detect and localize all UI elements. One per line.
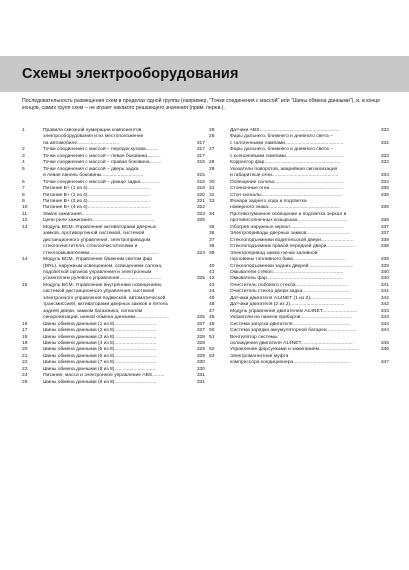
toc-entry-title: Точки соединения с массой – днище задка...............	[43, 179, 161, 185]
toc-entry-title: Управление форсунками и зажиганием.............................	[230, 347, 359, 353]
toc-entry-number: 21	[22, 353, 28, 359]
toc-entry-number: 12	[22, 218, 28, 224]
toc-entry-number: 33	[209, 198, 215, 204]
toc-entry-title: Корректор фар........................................................	[230, 160, 341, 166]
toc-entry-title: Фары дальнего, ближнего и дневного света – с ксеноновыми лампами...........................................	[230, 147, 345, 159]
toc-entry	[209, 212, 389, 225]
toc-entry-title: Фары дальнего, ближнего и дневного света – с галогенными лампами...........................................	[230, 134, 344, 146]
toc-entry-title: Питание, масса и электронное управление ABS.........	[43, 373, 165, 379]
toc-entry-page: 338	[380, 244, 389, 250]
toc-entry-page: 325	[196, 315, 205, 321]
toc-entry-title: Шины обмена данными (6 из 8)...............................	[43, 353, 157, 359]
toc-entry-page: 317	[196, 140, 205, 146]
toc-entry-number: 34	[209, 211, 215, 217]
toc-entry-title: Модуль BCM. Управление активаторами дверных замков, противоугонной системой, системой дистанционного управления, электроприводом стеклоочистителя, стеклоочистителями и стеклоомывателями...................................................	[43, 224, 159, 256]
page-title: Схемы электрооборудования	[22, 66, 239, 82]
toc-entry-title: Точки соединения с массой – правая боковина.........	[43, 160, 162, 166]
toc-entry-page: 340	[380, 269, 389, 275]
toc-entry-page: 344	[380, 321, 389, 327]
toc-entry-number: 25	[209, 128, 215, 133]
toc-entry-title: Точки соединения с массой – дверь задка и левая панель боковины...............................	[43, 166, 144, 179]
toc-entry-number: 39	[209, 250, 215, 256]
toc-entry-number: 8	[22, 192, 25, 198]
toc-entry-page: 341	[380, 289, 389, 295]
toc-entry-page: 325	[196, 276, 205, 282]
toc-entry-number: 2	[22, 147, 25, 153]
toc-entry	[22, 128, 205, 147]
toc-entry-page: 344	[380, 328, 389, 334]
toc-entry	[22, 283, 205, 322]
toc-entry-page: 317	[196, 147, 205, 153]
toc-entry-number: 15	[22, 282, 28, 288]
toc-entry-number: 48	[209, 315, 215, 321]
toc-entry-page: 336	[380, 205, 389, 211]
toc-entry	[209, 251, 389, 264]
toc-entry-number: 24	[22, 373, 28, 379]
toc-entry-title: Шины обмена данными (8 из 8)...............................	[43, 366, 157, 372]
toc-entry-title: Стеклоподъемники водительской двери........................	[230, 237, 354, 243]
toc-entry-number: 42	[209, 276, 215, 282]
toc-entry-page: 347	[380, 360, 389, 366]
toc-entry-page: 335	[380, 192, 389, 198]
toc-entry-number: 23	[22, 366, 28, 372]
toc-entry	[209, 134, 389, 147]
toc-entry-number: 37	[209, 237, 215, 243]
toc-entry-page: 337	[380, 231, 389, 237]
toc-entry-number: 18	[22, 334, 28, 340]
toc-entry-title: Питание В+ (3 из 4)..............................................	[43, 198, 151, 204]
toc-entry	[209, 147, 389, 160]
toc-entry-title: Очиститель лобового стекла.......................................	[230, 282, 349, 288]
toc-entry-page: 336	[380, 218, 389, 224]
toc-entry-page: 341	[380, 282, 389, 288]
toc-entry	[22, 380, 205, 386]
toc-entry-number: 29	[209, 166, 215, 172]
toc-entry-number: 38	[209, 244, 215, 250]
toc-entry	[22, 257, 205, 283]
toc-entry-page: 343	[380, 308, 389, 314]
toc-entry-title: Модуль BCM. Управление внутренним освещением, системой дистанционного управления, системой электронного управления подвеской, автоматической трансмиссией, активаторами дверных замков и петель задней двери, замком багажника, сигналом синхронизации, шиной обмена данными.........................	[43, 282, 170, 321]
toc-entry-page: 315	[196, 160, 205, 166]
toc-right-column	[209, 128, 389, 367]
toc-entry	[22, 167, 205, 180]
toc-entry-page: 321	[196, 198, 205, 204]
toc-entry-page: 338	[380, 237, 389, 243]
toc-entry-title: Модуль управления двигателем A14NET..........................	[230, 308, 358, 314]
toc-entry-page: 345	[380, 340, 389, 346]
toc-entry-page: 329	[196, 353, 205, 359]
toc-entry	[209, 354, 389, 367]
toc-entry-number: 19	[22, 340, 28, 346]
toc-entry	[209, 199, 389, 212]
toc-entry-title: Омыватели стёкол....................................................	[230, 269, 344, 275]
toc-entry-title: Стояночные огни......................................................	[230, 186, 343, 192]
toc-entry-page: 330	[196, 360, 205, 366]
toc-entry-number: 10	[22, 205, 28, 211]
toc-entry-page: 320	[196, 192, 205, 198]
toc-entry-number: 47	[209, 308, 215, 314]
toc-entry-page: 332	[380, 128, 389, 133]
toc-entry-page: 330	[196, 366, 205, 372]
toc-entry-number: 14	[22, 257, 28, 263]
toc-entry-number: 9	[22, 198, 25, 204]
toc-entry-number: 46	[209, 302, 215, 308]
toc-entry-page: 327	[196, 328, 205, 334]
toc-entry-title: Шины обмена данными (6 из 8)...............................	[43, 379, 157, 385]
toc-entry-number: 3	[22, 153, 25, 159]
toc-entry-page: 315	[196, 179, 205, 185]
toc-entry-title: Стеклоподъемники задних дверей.................................	[230, 263, 354, 269]
toc-entry-number: 11	[22, 211, 28, 217]
toc-entry-page: 331	[196, 379, 205, 385]
toc-entry-number: 22	[22, 360, 28, 366]
toc-entry-page: 328	[196, 334, 205, 340]
toc-entry-title: Датчики двигателя A14NET (1 из 2)..............................	[230, 295, 351, 301]
toc-entry-number: 41	[209, 269, 215, 275]
toc-entry-number: 6	[22, 179, 25, 185]
toc-entry-title: Стоп-сигналы...........................................................	[230, 192, 342, 198]
toc-entry-title: Шины обмена данными (2 из 8)...............................	[43, 328, 157, 334]
toc-entry-page: 315	[196, 173, 205, 179]
toc-entry-title: Противотуманное освещение и подсветка зеркал в противосолнечных козырьках.....................................	[230, 211, 348, 224]
toc-entry-title: Питание В+ (4 из 4)..............................................	[43, 205, 151, 211]
toc-entry-number: 27	[209, 147, 215, 153]
toc-entry-title: Модуль BCM. Управление ближним светом фар (DRL), наружным освещением, освещением салона, подсветкой органов управления и электронным усилителем рулевого управления...............................	[43, 257, 163, 282]
toc-entry-number: 25	[22, 379, 28, 385]
toc-entry-title: Цепи реле зажигания..............................................	[43, 218, 155, 224]
toc-entry	[22, 225, 205, 257]
toc-entry-title: Питание В+ (1 из 4)..............................................	[43, 186, 151, 192]
toc-entry-title: Вентилятор системы охлаждения двигателя A14NET......................................	[230, 334, 353, 346]
toc-entry-page: 337	[380, 224, 389, 230]
toc-entry-page: 331	[196, 373, 205, 379]
toc-entry-page: 335	[380, 186, 389, 192]
toc-entry-title: Шины обмена данными (7 из 8)...............................	[43, 360, 157, 366]
toc-entry-number: 30	[209, 179, 215, 185]
toc-entry-number: 31	[209, 186, 215, 192]
toc-entry-page: 323	[196, 211, 205, 217]
toc-entry-number: 43	[209, 282, 215, 288]
toc-entry-page: 334	[380, 173, 389, 179]
toc-entry-title: Система запуска двигателя..........................................	[230, 321, 350, 327]
toc-entry-number: 5	[22, 166, 25, 172]
toc-entry-page: 329	[196, 347, 205, 353]
toc-entry-title: Обогрев наружных зеркал........................................	[230, 224, 345, 230]
toc-entry-page: 346	[380, 347, 389, 353]
toc-entry-page: 342	[380, 302, 389, 308]
toc-entry-title: Точки соединения с массой – передок кузова.........	[43, 147, 158, 153]
toc-entry-title: Электроприводы дверных замков................................	[230, 231, 350, 237]
toc-entry-number: 4	[22, 160, 25, 166]
toc-entry-page: 333	[380, 153, 389, 159]
toc-entry-title: Указатели поворотов, аварийная сигнализация и габаритные огни.................................................	[230, 166, 339, 179]
toc-entry-title: Датчики ABS...........................................................	[230, 128, 340, 133]
toc-entry-page: 324	[196, 250, 205, 256]
intro-paragraph: Последовательность размещения схем в пределах одной группы (например, "Точки соединения с массой" или "Шины обмена данными"), и, в конце концов, самих групп схем – не играет никакого решающего значения (прим. перев.).	[22, 98, 381, 111]
toc-entry-page: 317	[196, 153, 205, 159]
toc-entry-page: 332	[380, 140, 389, 146]
toc-entry-number: 52	[209, 347, 215, 353]
toc-entry-number: 50	[209, 328, 215, 334]
toc-entry-page: 332	[380, 160, 389, 166]
toc-entry-title: Электромагнитная муфта компрессора кондиционера..........................................	[230, 353, 351, 366]
toc-entry-title: Освещение салона...................................................	[230, 179, 344, 185]
toc-entry-page: 339	[380, 257, 389, 263]
toc-entry-title: Датчики двигателя (2 из 2)........................................	[230, 302, 345, 308]
toc-entry-page: 328	[196, 340, 205, 346]
toc-entry-number: 40	[209, 263, 215, 269]
toc-entry	[209, 335, 389, 348]
toc-entry-title: Система зарядки аккумуляторной батареи......................	[230, 328, 357, 334]
toc-entry-page: 343	[380, 315, 389, 321]
toc-entry-title: Омыватель фар........................................................	[230, 276, 343, 282]
toc-left-column	[22, 128, 205, 386]
toc-entry-title: Правила сквозной нумерации компонентов электрооборудования и их местоположение на автомобиле...............................	[43, 128, 144, 146]
toc-entry-title: Фонари заднего хода и подсветка номерного знака.....................................................	[230, 198, 341, 211]
toc-entry-number: 44	[209, 289, 215, 295]
toc-entry-number: 7	[22, 186, 25, 192]
toc-entry-title: Шины обмена данными (3 из 8)...............................	[43, 334, 157, 340]
toc-entry-number: 49	[209, 321, 215, 327]
toc-entry-number: 28	[209, 160, 215, 166]
toc-entry-title: Точки соединения с массой – левая боковина..........	[43, 153, 161, 159]
toc-entry-number: 53	[209, 353, 215, 359]
toc-entry-page: 342	[380, 295, 389, 301]
toc-entry-title: Шины обмена данными (5 из 8)...............................	[43, 347, 157, 353]
toc-entry-title: Электропривод замка лючка заливной горловины топливного бака.......................................	[230, 250, 346, 263]
toc-entry-page: 327	[196, 321, 205, 327]
toc-entry-number: 32	[209, 192, 215, 198]
toc-entry-page: 334	[380, 179, 389, 185]
toc-entry-number: 36	[209, 231, 215, 237]
toc-entry-number: 35	[209, 224, 215, 230]
toc-entry-number: 20	[22, 347, 28, 353]
toc-entry-title: Очиститель стекла двери задка...................................	[230, 289, 350, 295]
toc-entry-title: Питание В+ (2 из 4)..............................................	[43, 192, 151, 198]
toc-entry-page: 319	[196, 186, 205, 192]
toc-entry-number: 26	[209, 134, 215, 140]
toc-entry-page: 340	[380, 276, 389, 282]
toc-entry-title: Шины обмена данными (4 из 8)...............................	[43, 340, 157, 346]
toc-entry-number: 16	[22, 321, 28, 327]
toc-entry-page: 322	[196, 205, 205, 211]
toc-entry-title: Шины обмена данными (1 из 8)...............................	[43, 321, 157, 327]
toc-entry-title: Указатели на панели приборов......................................	[230, 315, 352, 321]
toc-entry-page: 339	[380, 263, 389, 269]
toc-entry-number: 51	[209, 334, 215, 340]
toc-entry-page: 325	[196, 218, 205, 224]
toc-entry-number: 17	[22, 328, 28, 334]
toc-entry-title: Стеклоподъемник правой передней двери.....................	[230, 244, 355, 250]
toc-entry	[209, 167, 389, 180]
toc-entry-number: 45	[209, 295, 215, 301]
toc-entry-title: Замок зажигания....................................................	[43, 211, 153, 217]
toc-entry-number: 13	[22, 224, 28, 230]
toc-entry-number: 1	[22, 128, 25, 133]
